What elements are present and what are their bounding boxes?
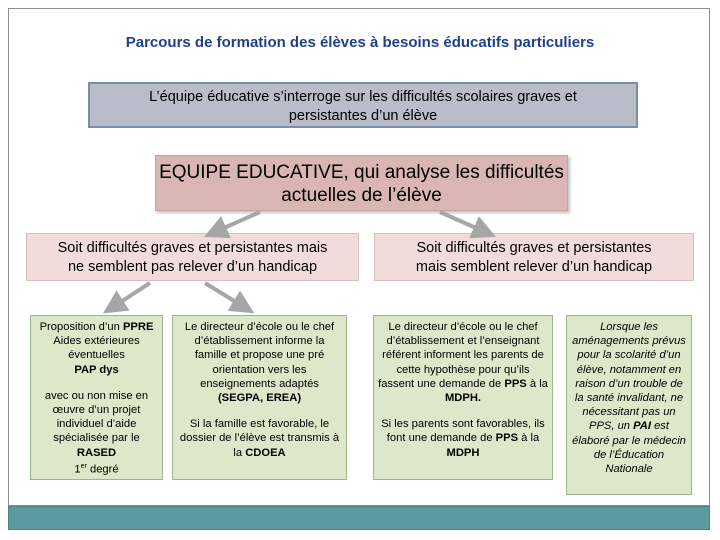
arrow-team-to-right (440, 212, 485, 232)
segpa-text: Le directeur d’école ou le chef d’établissement informe la famille et propose une pré orientation vers les enseignements adaptés (184, 321, 335, 390)
external-help-text: Aides extérieures éventuelles (53, 335, 140, 362)
pps-keyword-2: PPS (495, 432, 519, 445)
arrow-team-to-left (215, 212, 260, 232)
mdph-text-2: Si les parents sont favorables, ils font une demande de (381, 418, 545, 445)
no-handicap-line-2: ne semblent pas relever d’un handicap (67, 259, 318, 275)
degree-number: 1 (74, 463, 81, 476)
degree-text: degré (86, 463, 119, 476)
rased-keyword: RASED (76, 446, 117, 459)
mdph-connector-2: à la (518, 432, 540, 445)
mdph-text-1: Le directeur d’école ou le chef d’établissement et l’enseignant référent informent les parents de cette hypothèse pour qu’ils fassent une demande de (378, 321, 544, 390)
segpa-keyword: (SEGPA, EREA) (217, 392, 302, 405)
team-line-1: EQUIPE EDUCATIVE, qui analyse les difficultés (159, 162, 564, 183)
pai-text-end: est élaboré par le médecin de l’Éducation Nationale (572, 420, 686, 476)
pai-keyword: PAI (633, 420, 651, 433)
ppre-keyword: PPRE (122, 321, 154, 333)
mdph-keyword-1: MDPH. (444, 392, 482, 405)
pps-keyword-1: PPS (504, 377, 527, 390)
mdph-connector-1: à la (526, 377, 548, 390)
no-handicap-line-1: Soit difficultés graves et persistantes mais (57, 240, 328, 256)
page-title: Parcours de formation des élèves à besoins éducatifs particuliers (125, 34, 595, 51)
question-line-2: persistantes d’un élève (288, 108, 438, 124)
pai-text: Lorsque les aménagements prévus pour la scolarité d’un élève, notamment en raison d’un trouble de la santé invalidant, ne nécessitant pas un PPS, un (572, 321, 686, 433)
pap-dys-keyword: PAP dys (74, 363, 119, 376)
ppre-text: Proposition d’un (39, 321, 123, 333)
degree-superscript: er (80, 462, 87, 470)
arrow-left-to-ppre (113, 283, 150, 307)
rased-text: avec ou non mise en œuvre d’un projet individuel d’aide spécialisée par le (44, 389, 149, 445)
arrow-left-to-segpa (205, 283, 244, 307)
footer-bar (8, 506, 710, 530)
cdoea-text: Si la famille est favorable, le dossier de l’élève est transmis à la (179, 418, 340, 459)
question-line-1: L’équipe éducative s’interroge sur les difficultés scolaires graves et (149, 89, 577, 105)
cdoea-keyword: CDOEA (245, 446, 286, 459)
mdph-keyword-2: MDPH (446, 446, 480, 459)
handicap-line-2: mais semblent relever d’un handicap (415, 259, 653, 275)
team-line-2: actuelles de l’élève (281, 185, 442, 206)
handicap-line-1: Soit difficultés graves et persistantes (416, 240, 652, 256)
